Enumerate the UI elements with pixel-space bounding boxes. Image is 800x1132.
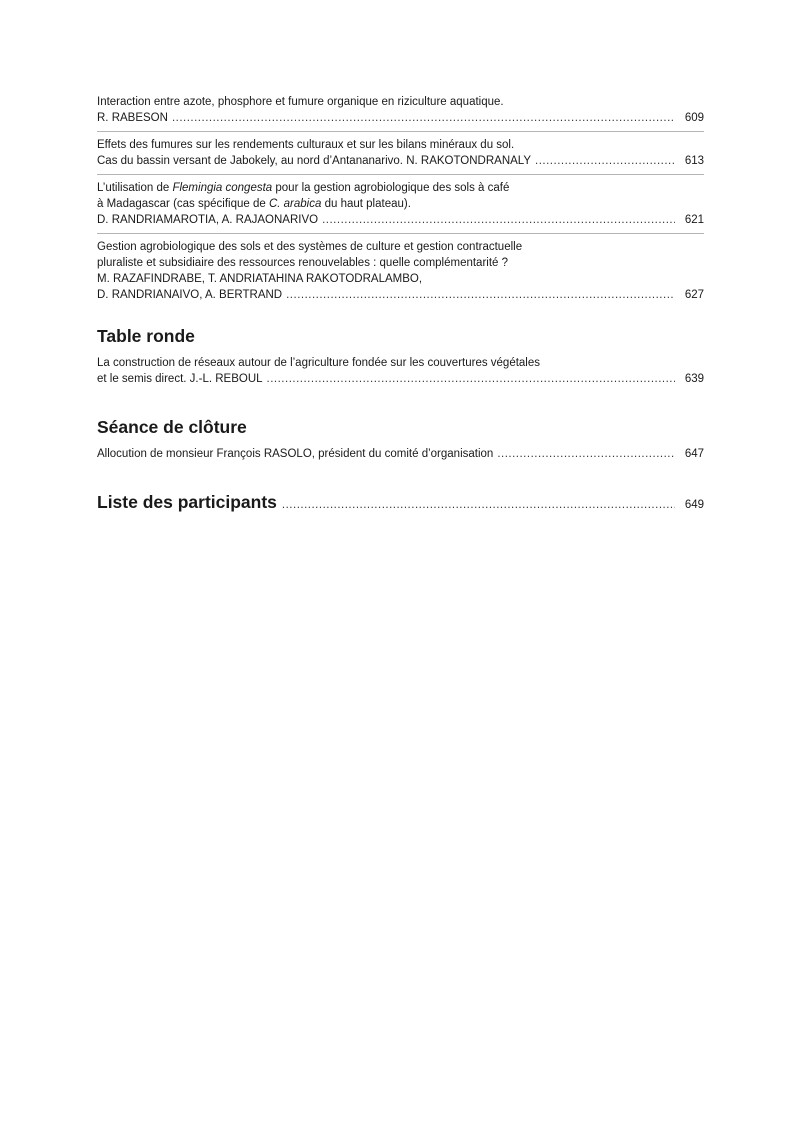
entry-author: et le semis direct. J.-L. REBOUL: [97, 373, 263, 385]
page-number: 609: [684, 112, 704, 124]
toc-entry-randriamarotia[interactable]: [97, 174, 704, 228]
dot-leader: [267, 371, 675, 387]
entry-leader-line: [97, 446, 704, 462]
entry-title-line: Interaction entre azote, phosphore et fumure organique en riziculture aquatique.: [97, 96, 504, 108]
dot-leader: [322, 212, 675, 228]
entry-title: Allocution de monsieur François RASOLO, président du comité d’organisation: [97, 448, 494, 460]
entry-title-line: [97, 196, 704, 212]
page-number: 639: [684, 373, 704, 385]
entry-title-line: [97, 180, 704, 196]
species-name-italic: Flemingia congesta: [172, 182, 273, 194]
page-number: 621: [684, 214, 704, 226]
title-text: L’utilisation de: [97, 182, 173, 194]
section-heading-liste-des-participants: Liste des participants: [97, 492, 277, 512]
table-of-contents: [97, 94, 704, 513]
entry-title-line: La construction de réseaux autour de l’agriculture fondée sur les couvertures végétales: [97, 357, 541, 369]
toc-entry-rabeson[interactable]: [97, 94, 704, 126]
page-number: 647: [684, 448, 704, 460]
dot-leader: [535, 153, 675, 169]
species-name-italic: C. arabica: [268, 198, 322, 210]
entry-leader-line: [97, 110, 704, 126]
dot-leader: [286, 287, 675, 303]
title-text: à Madagascar (cas spécifique de: [97, 198, 269, 210]
toc-entry-liste-des-participants[interactable]: [97, 492, 704, 513]
title-text: du haut plateau).: [321, 198, 411, 210]
toc-entry-razafindrabe[interactable]: [97, 233, 704, 303]
entry-title-line: Effets des fumures sur les rendements culturaux et sur les bilans minéraux du sol.: [97, 139, 515, 151]
section-heading-seance-de-cloture: Séance de clôture: [97, 417, 247, 437]
entry-author-line: M. RAZAFINDRABE, T. ANDRIATAHINA RAKOTODRALAMBO,: [97, 273, 423, 285]
entry-author: Cas du bassin versant de Jabokely, au nord d’Antananarivo. N. RAKOTONDRANALY: [97, 155, 532, 167]
entry-leader-line: [97, 371, 704, 387]
toc-entry-reboul[interactable]: [97, 355, 704, 387]
entry-author: D. RANDRIANAIVO, A. BERTRAND: [97, 289, 283, 301]
entry-title-line: Gestion agrobiologique des sols et des systèmes de culture et gestion contractuelle: [97, 241, 523, 253]
entry-leader-line: [97, 153, 704, 169]
section-heading-table-ronde: Table ronde: [97, 326, 195, 346]
dot-leader: [282, 499, 675, 511]
entry-author: R. RABESON: [97, 112, 168, 124]
dot-leader: [172, 110, 675, 126]
entry-author: D. RANDRIAMAROTIA, A. RAJAONARIVO: [97, 214, 319, 226]
entry-leader-line: [97, 212, 704, 228]
page-number: 613: [684, 155, 704, 167]
dot-leader: [497, 446, 675, 462]
entry-title-line: pluraliste et subsidiaire des ressources renouvelables : quelle complémentarité ?: [97, 257, 509, 269]
page-number: 649: [684, 499, 704, 511]
entry-leader-line: [97, 287, 704, 303]
toc-entry-rakotondranaly[interactable]: [97, 131, 704, 169]
title-text: pour la gestion agrobiologique des sols à café: [272, 182, 510, 194]
toc-entry-rasolo[interactable]: [97, 446, 704, 462]
page-number: 627: [684, 289, 704, 301]
